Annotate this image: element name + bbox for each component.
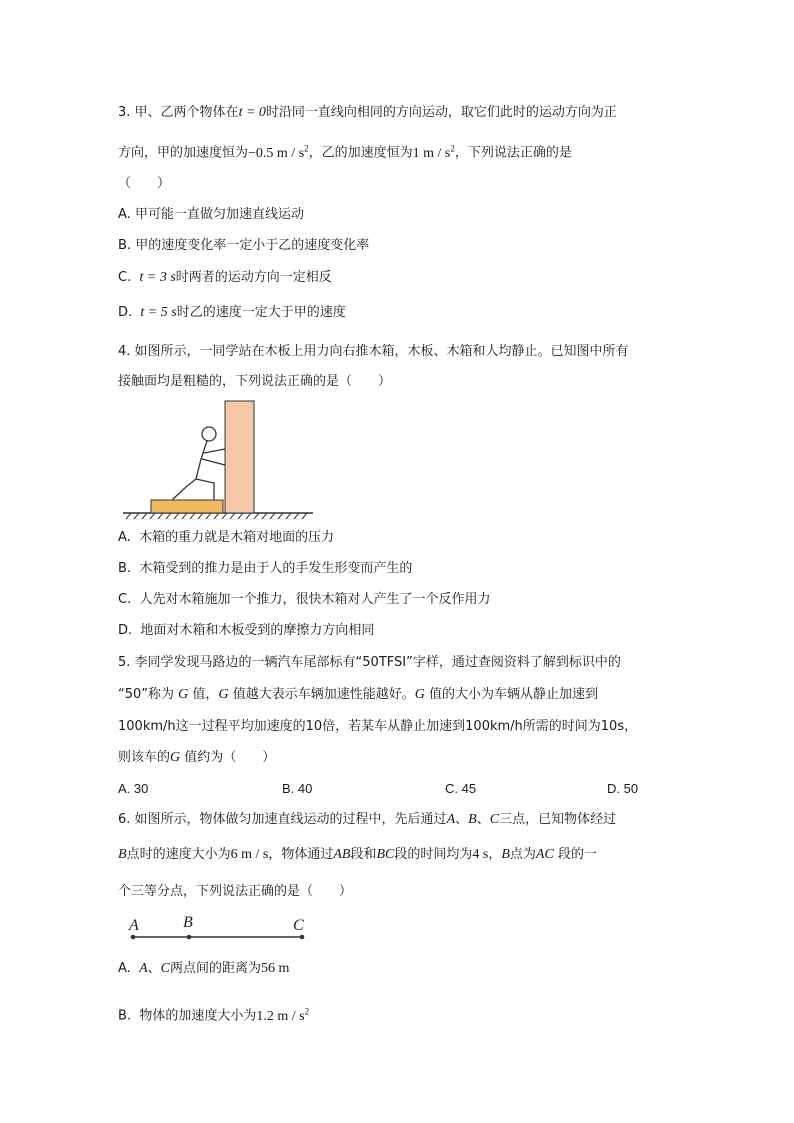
option-value-text: 1.2 m / s [256,1008,305,1024]
q4-option-b[interactable] [118,559,412,579]
q5-text: 值约为（ ） [184,750,276,765]
q5-text: 则该车的 [118,750,171,765]
q3-blank: （ ） [118,176,171,191]
q5-option-a[interactable]: A. 30 [118,781,149,796]
q6-line1 [118,810,616,830]
option-label: D. [118,623,133,638]
q6-text: 段和 [350,847,377,862]
point-c: C [160,961,170,976]
q5-line4 [118,748,275,768]
option-text: 甲可能一直做匀加速直线运动 [134,207,304,222]
q4-text: 如图所示，一同学站在木板上用力向右推木箱，木板、木箱和人均静止。已知图中所有 [134,344,629,359]
separator: 、 [476,812,490,827]
option-label: B. [118,561,132,576]
q6-time: 4 s [472,847,489,862]
q6-text: 段的一 [557,847,597,862]
option-text: 时乙的速度一定大于甲的速度 [176,305,346,320]
point-c-dot [300,935,305,940]
q4-figure [118,395,318,520]
option-label: B. [118,1008,132,1024]
q5-text: 李同学发现马路边的一辆汽车尾部标有“50TFSI”字样，通过查阅资料了解到标识中的 [134,655,621,670]
q4-option-a[interactable] [118,528,334,548]
q5-line2 [118,685,598,705]
q5-line3: 100km/h这一过程平均加速度的10倍，若某车从静止加速到100km/h所需的时间为10s， [118,719,638,734]
q3-t0: t = 0 [238,105,266,120]
q3-text: ，下列说法正确的是 [454,145,572,161]
q4-line2: 接触面均是粗糙的，下列说法正确的是（ ） [118,374,392,389]
q3-accel-jia-value: −0.5 m / s [248,145,305,161]
q5-text: 值的大小为车辆从静止加速到 [428,687,598,702]
label-b: B [183,914,193,931]
option-value [256,1006,310,1024]
q5-text: 值越大表示车辆加速性能越好。 [232,687,415,702]
q3-line1 [118,103,617,123]
point-b: B [501,847,510,862]
q6-line2 [118,845,597,865]
option-label: C. [118,592,132,607]
q4-number: 4. [118,344,131,359]
segment-ac: AC [535,847,554,862]
option-label: D. [118,305,133,320]
q6-number: 6. [118,812,131,827]
q6-text: 段的时间均为 [394,847,473,862]
segment-bc: BC [376,847,395,862]
q5-option-b[interactable]: B. 40 [282,781,313,796]
option-text: 人先对木箱施加一个推力，很快木箱对人产生了一个反作用力 [139,592,491,607]
segment-ab: AB [333,847,351,862]
exponent: 2 [450,143,455,153]
separator: 、 [455,812,469,827]
q5-text: 值， [192,687,219,702]
q4-option-d[interactable] [118,621,374,641]
exponent: 2 [304,143,309,153]
label-a: A [129,917,139,934]
option-value: 56 m [261,961,290,976]
q5-line1 [118,653,621,673]
q6-text: 点为 [509,847,536,862]
q3-option-b[interactable] [118,236,369,256]
q3-option-a[interactable] [118,205,304,225]
option-label: A. [118,961,131,976]
q3-text: ，乙的加速度恒为 [308,145,413,161]
q5-number: 5. [118,655,131,670]
separator: 、 [147,961,161,976]
q3-accel-yi [412,143,455,161]
point-b: B [118,847,127,862]
option-label: A. [118,530,131,545]
q6-speed: 6 m / s [230,847,269,862]
option-math: t = 5 s [140,305,177,320]
wooden-plank [151,500,223,513]
person-figure [173,427,225,499]
option-text: 木箱受到的推力是由于人的手发生形变而产生的 [139,561,413,576]
ground-hatch [123,513,313,519]
q6-figure [120,910,320,946]
q6-option-a[interactable] [118,959,289,979]
wooden-box [225,401,254,513]
q6-text: 三点，已知物体经过 [499,812,617,827]
option-text: 时两者的运动方向一定相反 [175,270,332,285]
option-text: 两点间的距离为 [169,961,261,976]
q6-text: ， [488,847,502,862]
option-text: 地面对木箱和木板受到的摩擦力方向相同 [140,623,375,638]
q4-line1 [118,342,629,362]
exponent: 2 [304,1006,310,1016]
point-a-dot [131,935,136,940]
option-label: C. [118,270,132,285]
point-a: A [139,961,148,976]
q5-g: G [414,687,425,702]
point-b: B [468,812,477,827]
q6-text: 如图所示，物体做匀加速直线运动的过程中，先后通过 [134,812,447,827]
q6-option-b[interactable] [118,1001,309,1027]
q3-text: 时沿同一直线向相同的方向运动，取它们此时的运动方向为正 [265,105,617,120]
option-text: 木箱的重力就是木箱对地面的压力 [139,530,335,545]
q6-text: ，物体通过 [268,847,334,862]
q3-text: 甲、乙两个物体在 [134,105,239,120]
option-math: t = 3 s [139,270,176,285]
q5-option-c[interactable]: C. 45 [445,781,477,796]
q3-option-d[interactable] [118,303,346,323]
q5-text: “50”称为 [118,687,175,702]
q3-accel-jia [248,143,309,161]
point-a: A [446,812,456,827]
q5-g: G [178,687,189,702]
q3-accel-yi-value: 1 m / s [412,145,451,161]
option-label: A. [118,207,131,222]
q3-number: 3. [118,105,131,120]
q3-option-c[interactable] [118,268,332,288]
q6-line3: 个三等分点，下列说法正确的是（ ） [118,884,353,899]
q3-line2 [118,138,572,164]
option-text: 甲的速度变化率一定小于乙的速度变化率 [135,238,370,253]
point-b-dot [187,935,192,940]
option-label: B. [118,238,132,253]
q6-text: 点时的速度大小为 [126,847,231,862]
q5-g: G [170,750,181,765]
q5-g: G [218,687,229,702]
q3-text: 方向，甲的加速度恒为 [118,145,249,161]
label-c: C [293,917,304,934]
q5-option-d[interactable]: D. 50 [607,781,639,796]
q4-option-c[interactable] [118,590,491,610]
point-c: C [489,812,500,827]
option-text: 物体的加速度大小为 [139,1008,257,1024]
